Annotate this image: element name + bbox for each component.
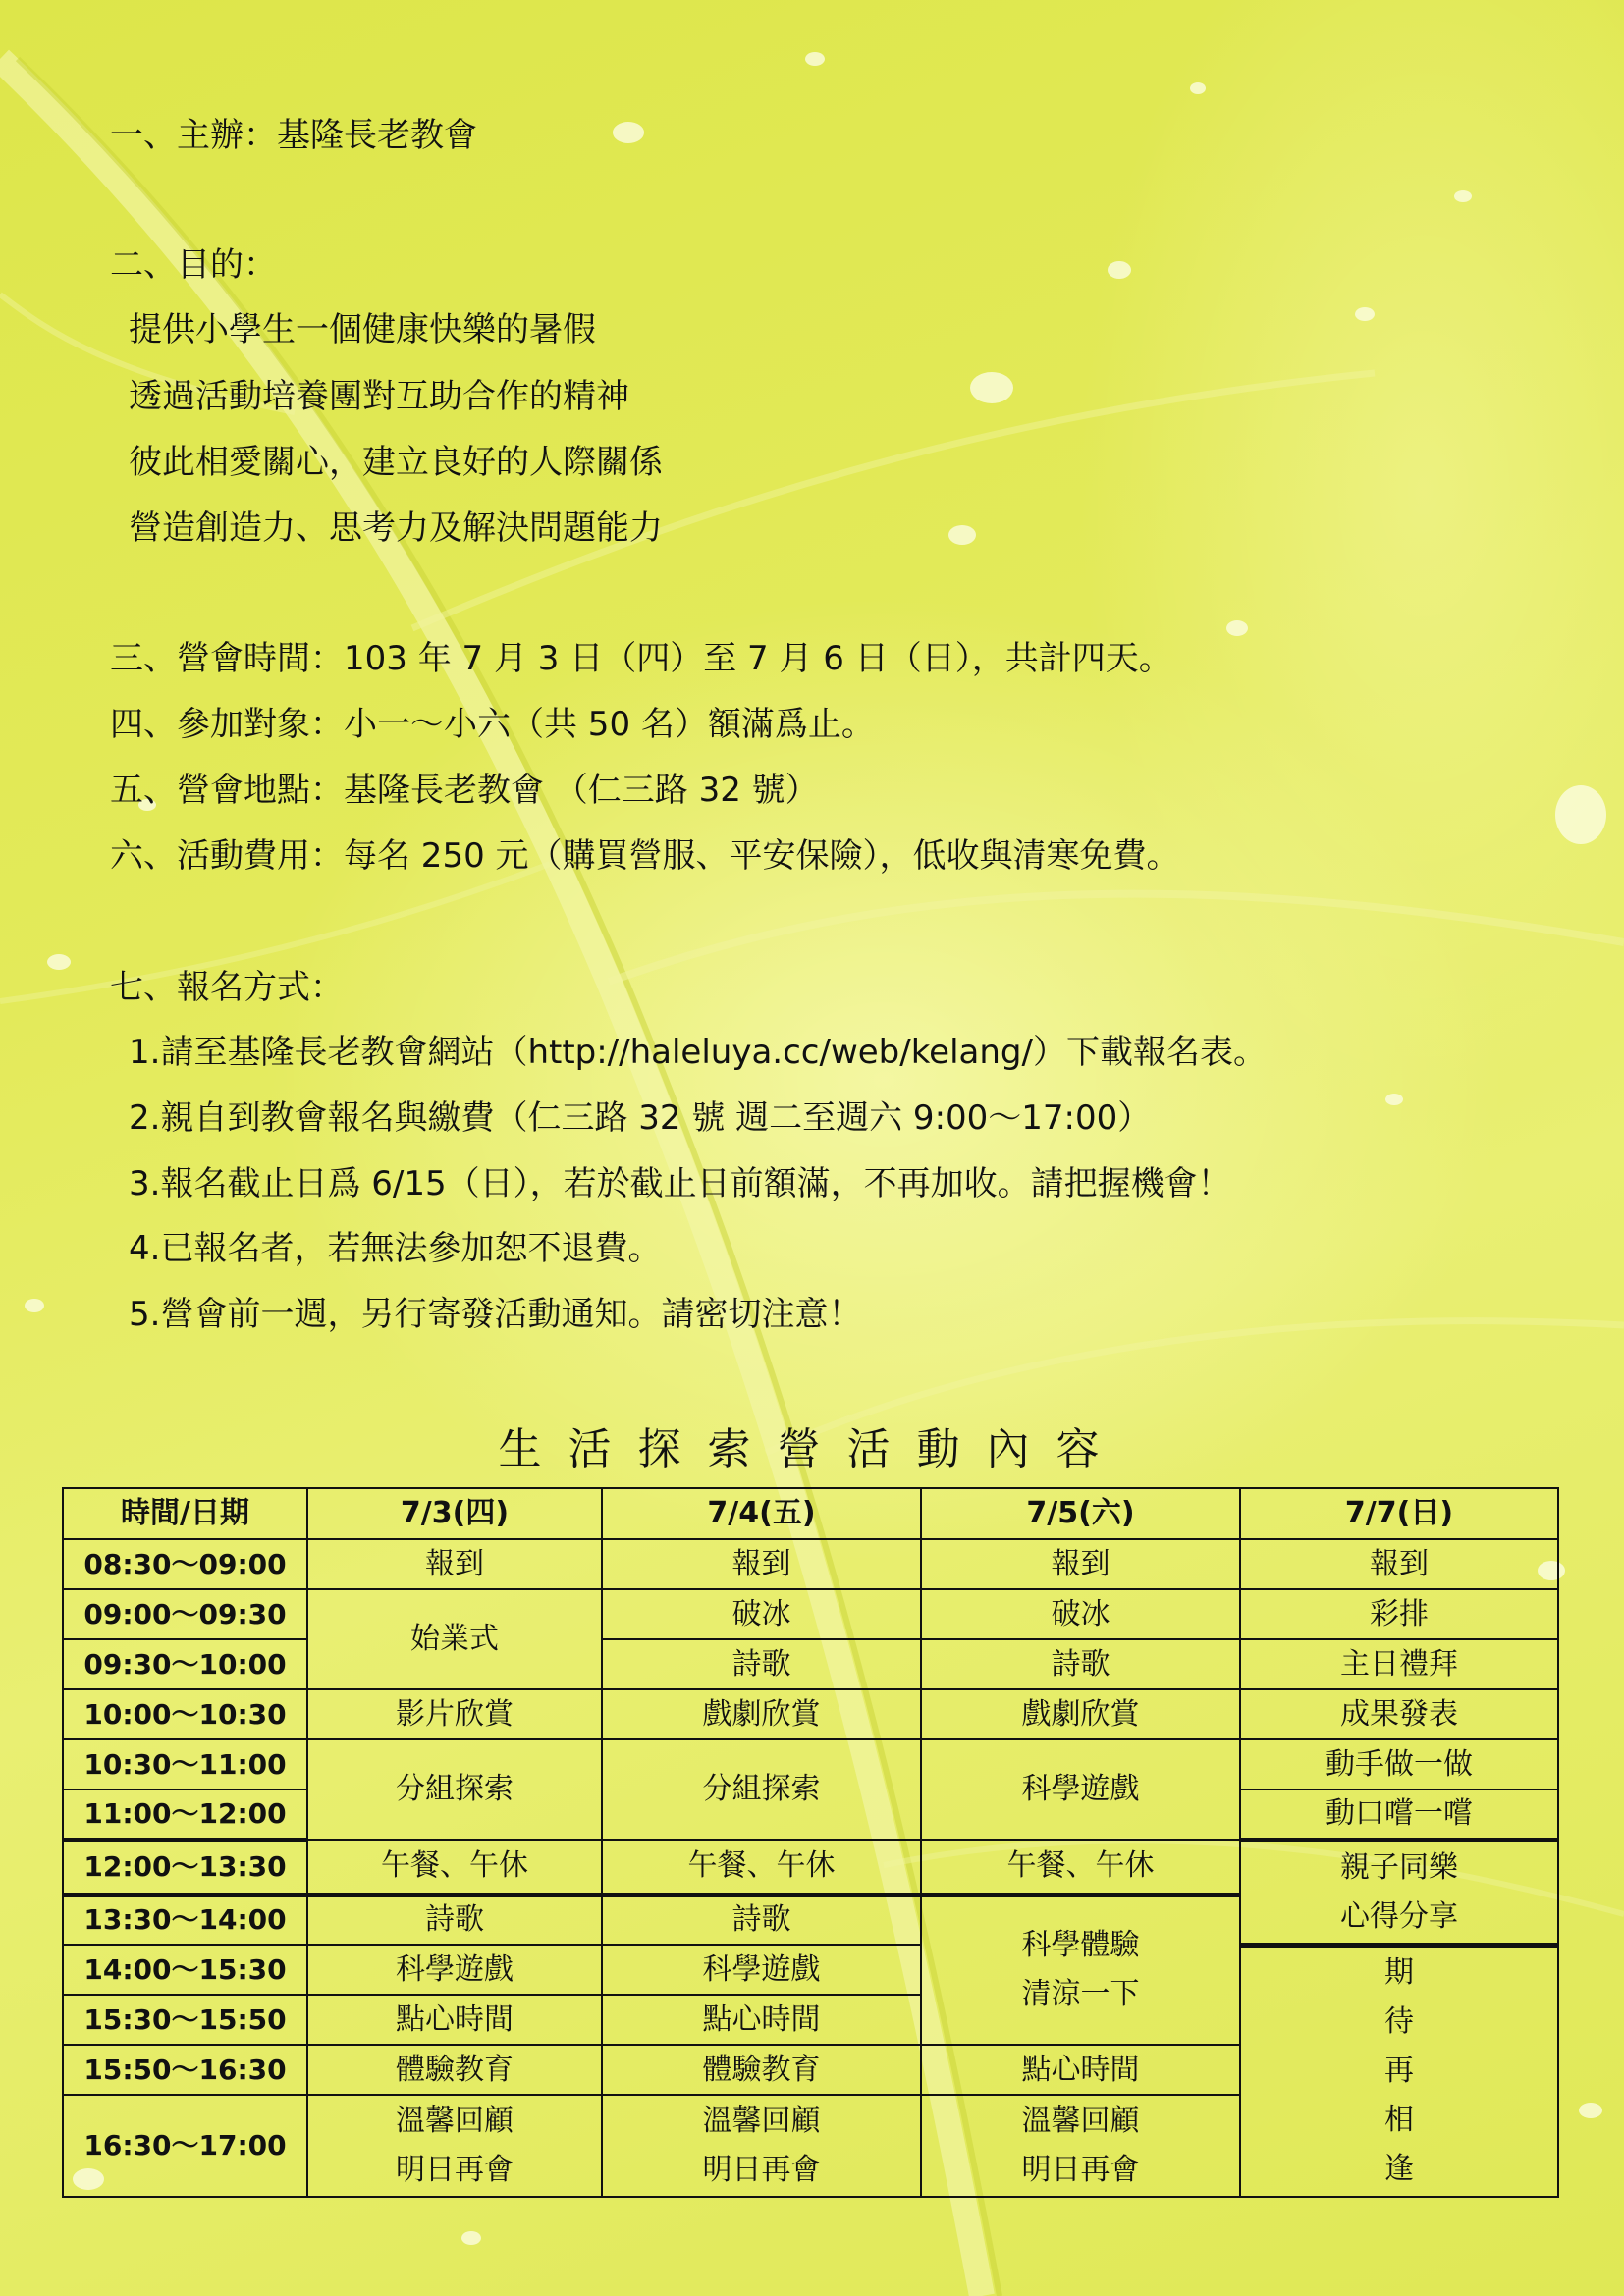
activity-cell: 點心時間	[307, 1995, 602, 2045]
registration-item: 2.親自到教會報名與繳費（仁三路 32 號 週二至週六 9:00～17:00）	[129, 1098, 1152, 1138]
time-slot: 09:30～10:00	[63, 1639, 307, 1689]
table-row	[63, 1639, 1558, 1689]
activity-cell: 體驗教育	[602, 2045, 921, 2095]
activity-cell: 報到	[602, 1539, 921, 1589]
purpose-item: 營造創造力、思考力及解決問題能力	[129, 508, 663, 548]
activity-cell: 報到	[307, 1539, 602, 1589]
activity-cell: 始業式	[307, 1589, 602, 1689]
table-row	[63, 1689, 1558, 1739]
activity-cell: 午餐、午休	[921, 1840, 1240, 1895]
table-row	[63, 1739, 1558, 1789]
time-slot: 15:50～16:30	[63, 2045, 307, 2095]
activity-cell: 科學遊戲	[921, 1739, 1240, 1840]
activity-cell: 報到	[1240, 1539, 1558, 1589]
closing-message-cell	[1240, 1945, 1558, 2197]
activity-line: 親子同樂	[1340, 1849, 1458, 1885]
time-slot: 15:30～15:50	[63, 1995, 307, 2045]
header-day-3: 7/5(六)	[921, 1488, 1240, 1539]
activity-cell: 科學遊戲	[602, 1945, 921, 1995]
time-slot: 10:30～11:00	[63, 1739, 307, 1789]
activity-line: 明日再會	[1021, 2153, 1140, 2187]
activity-cell: 動手做一做	[1240, 1739, 1558, 1789]
closing-char: 相	[1384, 2103, 1414, 2138]
purpose-heading: 二、目的：	[110, 245, 277, 285]
activity-line: 明日再會	[702, 2153, 821, 2187]
closing-char: 期	[1384, 1955, 1414, 1991]
fee-line: 六、活動費用：每名 250 元（購買營服、平安保險），低收與清寒免費。	[110, 836, 1180, 876]
registration-item: 3.報名截止日爲 6/15（日），若於截止日前額滿，不再加收。請把握機會！	[129, 1164, 1231, 1203]
table-row	[63, 1589, 1558, 1639]
activity-line: 清涼一下	[1021, 1977, 1140, 2012]
participants-line: 四、參加對象：小一～小六（共 50 名）額滿爲止。	[110, 705, 875, 744]
activity-cell	[602, 2095, 921, 2197]
activity-cell: 報到	[921, 1539, 1240, 1589]
purpose-item: 提供小學生一個健康快樂的暑假	[129, 310, 596, 349]
activity-cell: 詩歌	[921, 1639, 1240, 1689]
activity-line: 心得分享	[1340, 1898, 1458, 1934]
activity-cell	[921, 1895, 1240, 2045]
activity-cell	[1240, 1840, 1558, 1945]
activity-line: 明日再會	[396, 2153, 514, 2187]
header-time-date: 時間/日期	[63, 1488, 307, 1539]
activity-cell: 戲劇欣賞	[921, 1689, 1240, 1739]
schedule-table	[62, 1487, 1559, 2198]
activity-cell: 點心時間	[921, 2045, 1240, 2095]
closing-char: 待	[1384, 2004, 1414, 2040]
activity-cell: 點心時間	[602, 1995, 921, 2045]
time-slot: 08:30～09:00	[63, 1539, 307, 1589]
activity-cell: 詩歌	[602, 1895, 921, 1945]
header-day-4: 7/7(日)	[1240, 1488, 1558, 1539]
closing-char: 再	[1384, 2054, 1414, 2089]
activity-cell: 主日禮拜	[1240, 1639, 1558, 1689]
activity-cell: 詩歌	[307, 1895, 602, 1945]
location-line: 五、營會地點：基隆長老教會 （仁三路 32 號）	[110, 771, 819, 810]
activity-cell: 彩排	[1240, 1589, 1558, 1639]
activity-cell: 成果發表	[1240, 1689, 1558, 1739]
camp-time-line: 三、營會時間：103 年 7 月 3 日（四）至 7 月 6 日（日），共計四天。	[110, 639, 1172, 678]
header-day-1: 7/3(四)	[307, 1488, 602, 1539]
registration-item: 4.已報名者，若無法參加恕不退費。	[129, 1229, 662, 1268]
activity-cell: 體驗教育	[307, 2045, 602, 2095]
activity-cell: 破冰	[921, 1589, 1240, 1639]
activity-cell: 科學遊戲	[307, 1945, 602, 1995]
activity-cell: 破冰	[602, 1589, 921, 1639]
time-slot: 12:00～13:30	[63, 1840, 307, 1895]
activity-cell: 午餐、午休	[307, 1840, 602, 1895]
activity-cell: 影片欣賞	[307, 1689, 602, 1739]
purpose-item: 彼此相愛關心，建立良好的人際關係	[129, 443, 663, 482]
table-row	[63, 1539, 1558, 1589]
activity-line: 溫馨回顧	[702, 2104, 821, 2138]
table-row	[63, 1945, 1558, 1995]
time-slot: 16:30～17:00	[63, 2095, 307, 2197]
activity-line: 溫馨回顧	[396, 2104, 514, 2138]
activity-cell: 戲劇欣賞	[602, 1689, 921, 1739]
activity-cell: 分組探索	[602, 1739, 921, 1840]
time-slot: 11:00～12:00	[63, 1789, 307, 1840]
registration-heading: 七、報名方式：	[110, 968, 344, 1007]
activity-line: 科學體驗	[1021, 1928, 1140, 1963]
table-header-row	[63, 1488, 1558, 1539]
activity-cell	[921, 2095, 1240, 2197]
time-slot: 13:30～14:00	[63, 1895, 307, 1945]
table-row	[63, 1840, 1558, 1895]
time-slot: 10:00～10:30	[63, 1689, 307, 1739]
header-day-2: 7/4(五)	[602, 1488, 921, 1539]
activity-line: 溫馨回顧	[1021, 2104, 1140, 2138]
purpose-item: 透過活動培養團對互助合作的精神	[129, 377, 629, 416]
closing-char: 逢	[1384, 2152, 1414, 2187]
time-slot: 14:00～15:30	[63, 1945, 307, 1995]
activity-cell	[307, 2095, 602, 2197]
registration-item: 1.請至基隆長老教會網站（http://haleluya.cc/web/kelang/）下載報名表。	[129, 1033, 1267, 1072]
activity-cell: 分組探索	[307, 1739, 602, 1840]
activity-cell: 午餐、午休	[602, 1840, 921, 1895]
organizer-line: 一、主辦：基隆長老教會	[110, 116, 477, 155]
registration-item: 5.營會前一週，另行寄發活動通知。請密切注意！	[129, 1295, 862, 1334]
time-slot: 09:00～09:30	[63, 1589, 307, 1639]
schedule-title: 生活探索營活動內容	[498, 1424, 1126, 1474]
activity-cell: 詩歌	[602, 1639, 921, 1689]
activity-cell: 動口嚐一嚐	[1240, 1789, 1558, 1840]
